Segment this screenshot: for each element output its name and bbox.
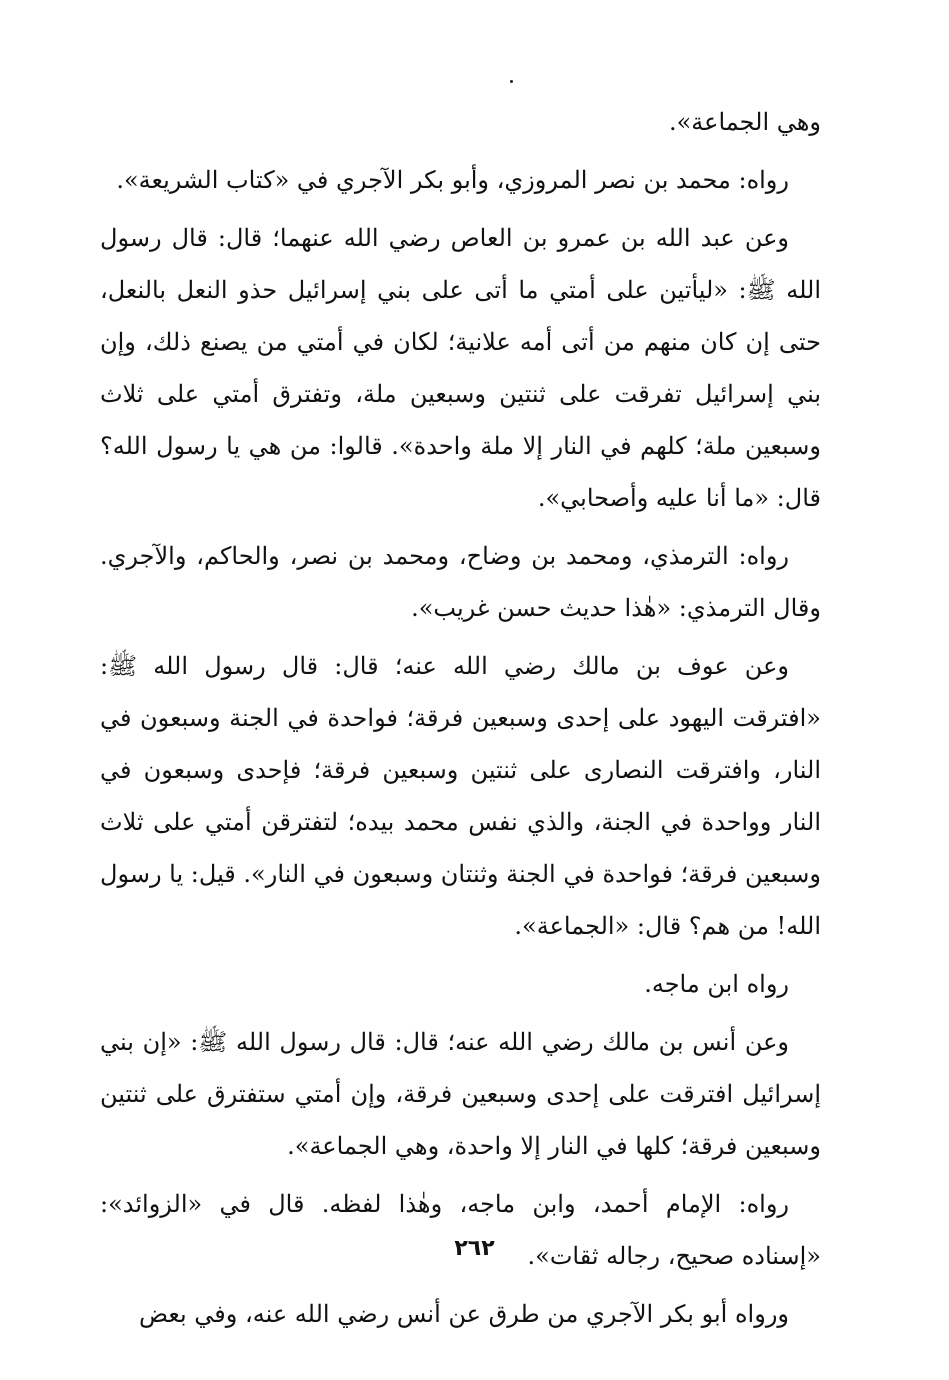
paragraph-hadith-abdullah-ibn-amr: وعن عبد الله بن عمرو بن العاص رضي الله عنهما؛ قال: قال رسول الله ﷺ: «ليأتين على أمتي ما أتى على بني إسرائيل حذو النعل بالنعل، حتى إن كان منهم من أتى أمه علانية؛ لكان في أمتي من يصنع ذلك، وإن بني إسرائيل تفرقت على ثنتين وسبعين ملة، وتفترق أمتي على ثلاث وسبعين ملة؛ كلهم في النار إلا ملة واحدة». قالوا: من هي يا رسول الله؟ قال: «ما أنا عليه وأصحابي». bbox=[100, 224, 821, 512]
print-speck bbox=[510, 80, 513, 83]
paragraph-narration-ibn-majah: رواه ابن ماجه. bbox=[644, 970, 789, 998]
paragraph-hadith-anas-ibn-malik: وعن أنس بن مالك رضي الله عنه؛ قال: قال رسول الله ﷺ: «إن بني إسرائيل افترقت على إحدى وسبعين فرقة، وإن أمتي ستفترق على ثنتين وسبعين فرقة؛ كلها في النار إلا واحدة، وهي الجماعة». bbox=[100, 1028, 821, 1160]
body-text bbox=[100, 96, 821, 1346]
paragraph-narration-marwazi: رواه: محمد بن نصر المروزي، وأبو بكر الآجري في «كتاب الشريعة». bbox=[116, 166, 789, 194]
paragraph-continuation: وهي الجماعة». bbox=[668, 108, 821, 136]
paragraph-hadith-awf-ibn-malik: وعن عوف بن مالك رضي الله عنه؛ قال: قال رسول الله ﷺ: «افترقت اليهود على إحدى وسبعين فرقة؛ فواحدة في الجنة وسبعون في النار، وافترقت النصارى على ثنتين وسبعين فرقة؛ فإحدى وسبعون في النار وواحدة في الجنة، والذي نفس محمد بيده؛ لتفترقن أمتي على ثلاث وسبعين فرقة؛ فواحدة في الجنة وثنتان وسبعون في النار». قيل: يا رسول الله! من هم؟ قال: «الجماعة». bbox=[100, 652, 822, 940]
paragraph-narration-tirmidhi: رواه: الترمذي، ومحمد بن وضاح، ومحمد بن نصر، والحاكم، والآجري. وقال الترمذي: «هٰذا حديث حسن غريب». bbox=[100, 542, 821, 622]
paragraph-narration-ajurri: ورواه أبو بكر الآجري من طرق عن أنس رضي الله عنه، وفي بعض bbox=[139, 1300, 789, 1328]
page-number: ٢٦٢ bbox=[454, 1236, 495, 1261]
paragraph-narration-ahmad: رواه: الإمام أحمد، وابن ماجه، وهٰذا لفظه. قال في «الزوائد»: «إسناده صحيح، رجاله ثقات». bbox=[100, 1190, 821, 1270]
